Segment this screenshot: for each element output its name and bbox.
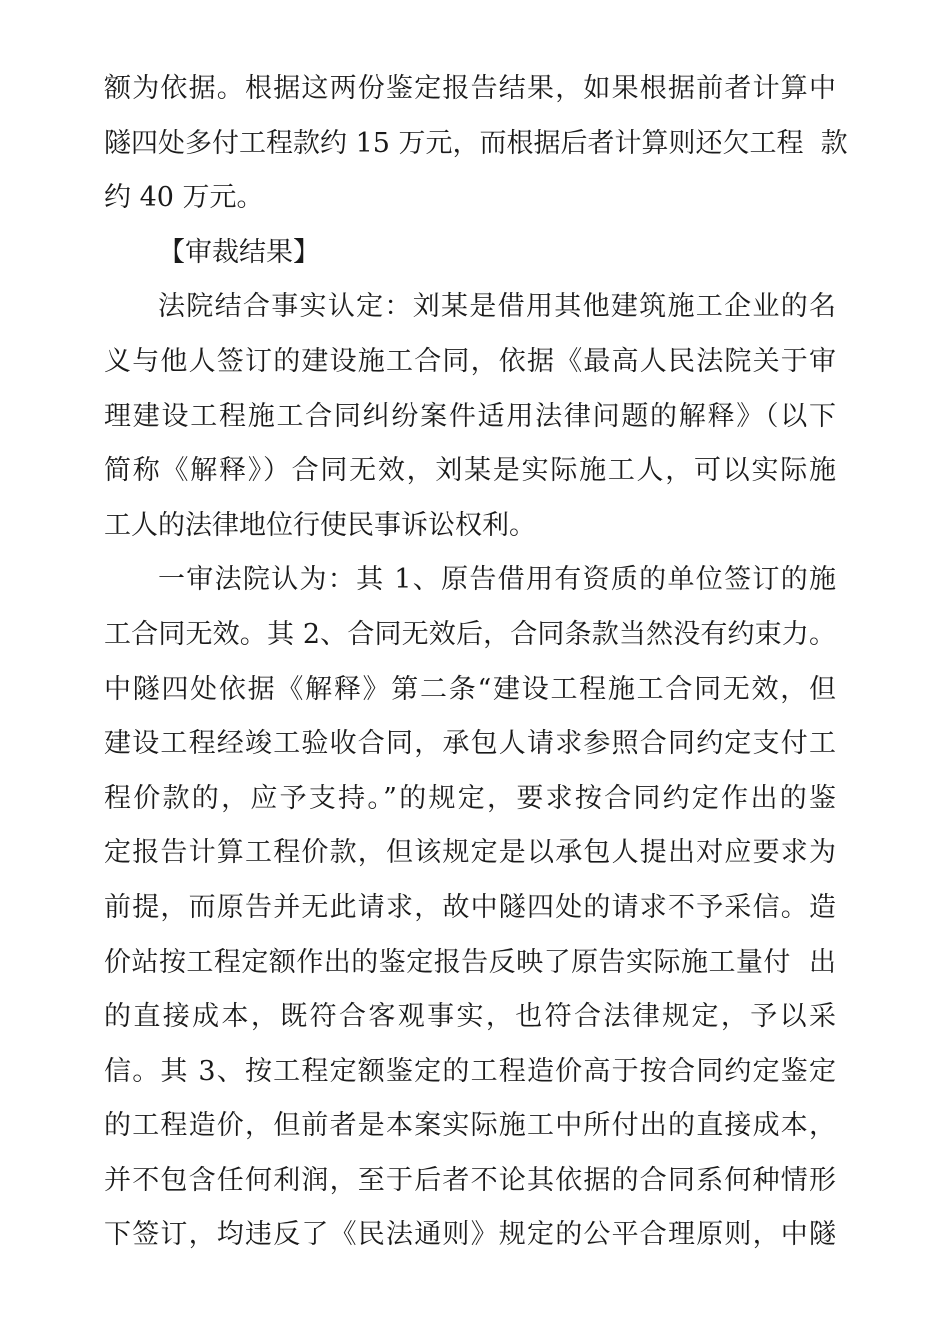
paragraph-first-line: 法院结合事实认定：刘某是借用其他建筑施工企业的名 bbox=[158, 291, 836, 323]
body-line: 并不包含任何利润，至于后者不论其依据的合同系何种情形 bbox=[104, 1164, 836, 1196]
body-line: 义与他人签订的建设施工合同，依据《最高人民法院关于审 bbox=[104, 345, 836, 377]
paragraph-first-line: 一审法院认为：其 1、原告借用有资质的单位签订的施 bbox=[158, 564, 836, 596]
body-line: 工合同无效。其 2、合同无效后，合同条款当然没有约束力。 bbox=[104, 618, 836, 650]
body-line: 下签订，均违反了《民法通则》规定的公平合理原则，中隧 bbox=[104, 1219, 836, 1251]
body-line: 额为依据。根据这两份鉴定报告结果，如果根据前者计算中 bbox=[104, 73, 836, 104]
body-line: 定报告计算工程价款，但该规定是以承包人提出对应要求为 bbox=[104, 837, 836, 869]
body-line: 理建设工程施工合同纠纷案件适用法律问题的解释》（以下 bbox=[104, 400, 836, 432]
body-line: 前提，而原告并无此请求，故中隧四处的请求不予采信。造 bbox=[104, 891, 836, 923]
body-line: 价站按工程定额作出的鉴定报告反映了原告实际施工量付 出 bbox=[104, 946, 836, 978]
document-body bbox=[104, 62, 848, 1263]
body-line: 程价款的，应予支持。”的规定，要求按合同约定作出的鉴 bbox=[104, 782, 836, 814]
section-heading: 【审裁结果】 bbox=[158, 236, 320, 268]
body-line: 中隧四处依据《解释》第二条“建设工程施工合同无效，但 bbox=[104, 673, 836, 705]
body-line: 建设工程经竣工验收合同，承包人请求参照合同约定支付工 bbox=[104, 728, 836, 760]
body-line: 简称《解释》）合同无效，刘某是实际施工人，可以实际施 bbox=[104, 455, 836, 487]
body-line: 的工程造价，但前者是本案实际施工中所付出的直接成本， bbox=[104, 1110, 836, 1142]
body-line: 工人的法律地位行使民事诉讼权利。 bbox=[104, 509, 536, 541]
body-line: 隧四处多付工程款约 15 万元，而根据后者计算则还欠工程 款 bbox=[104, 127, 848, 159]
body-line: 约 40 万元。 bbox=[104, 182, 264, 214]
body-line: 的直接成本，既符合客观事实，也符合法律规定，予以采 bbox=[104, 1001, 836, 1033]
body-line: 信。其 3、按工程定额鉴定的工程造价高于按合同约定鉴定 bbox=[104, 1055, 836, 1087]
